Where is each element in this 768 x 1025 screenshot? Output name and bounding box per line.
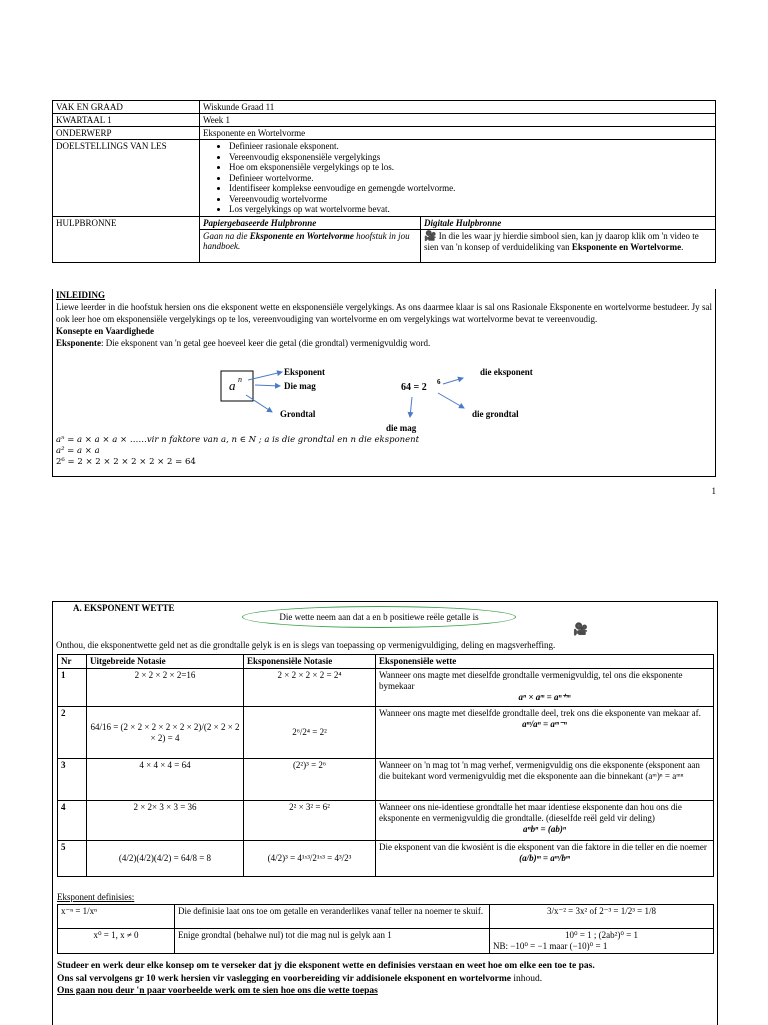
arrow-power [255, 385, 280, 386]
table-row: x⁰ = 1, x ≠ 0 Enige grondtal (behalwe nul) tot die mag nul is gelyk aan 1 10⁰ = 1 ; (2ab²)⁰ = 1 NB: −10⁰ = −1 maar (−10)⁰ = 1 [58, 929, 714, 954]
paper-resources-text: Gaan na die Eksponente en Wortelvorme hoofstuk in jou handboek. [200, 229, 421, 262]
formula-definition: aⁿ = a × a × a × ……vir n faktore van a, n ∈ N ; a is die grondtal en n die eksponent [56, 435, 420, 445]
exponent-definitions-table [57, 904, 714, 954]
equation-64: 64 = 2 [401, 382, 427, 393]
list-item: • Identifiseer komplekse eenvoudige en gemengde wortelvorme. [229, 183, 712, 194]
label-base: Grondtal [280, 409, 316, 419]
exponent-laws-section [52, 601, 718, 1025]
label-power: Die mag [284, 381, 316, 391]
digital-resources-heading: Digitale Hulpbronne [421, 216, 716, 229]
table-row: 5 (4/2)(4/2)(4/2) = 64/8 = 8 (4/2)³ = 4¹ˣ³/2¹ˣ³ = 4³/2³ Die eksponent van die kwosiënt is die eksponent van die faktore in die teller en die noemer (a/b)ᵐ = aᵐ/bᵐ [58, 841, 714, 877]
label-exponent: Eksponent [284, 367, 326, 377]
exponent-label: Eksponente [56, 338, 102, 348]
row-key: VAK EN GRAAD [53, 101, 200, 114]
definitions-title: Eksponent definisies: [57, 892, 135, 902]
concepts-title: Konsepte en Vaardighede [56, 326, 155, 336]
section-title: A. EKSPONENT WETTE [73, 603, 175, 613]
row-resources-head [53, 216, 716, 229]
objectives-cell [200, 140, 716, 217]
table-row: 2 64/16 = (2 × 2 × 2 × 2 × 2 × 2)/(2 × 2 × 2 × 2) = 4 2⁶/2⁴ = 2² Wanneer ons magte met dieselfde grondtalle deel, trek ons die eksponente van mekaar af. aᵐ/aⁿ = aᵐ⁻ⁿ [58, 707, 714, 759]
video-camera-icon[interactable]: 🎥 [424, 230, 437, 242]
note-study: Studeer en werk deur elke konsep om te verseker dat jy die eksponent wette en definisies verstaan en weet hoe om elke een toe te pas. [57, 961, 595, 971]
intro-title: INLEIDING [56, 290, 106, 300]
table-row: x⁻ⁿ = 1/xⁿ Die definisie laat ons toe om getalle en veranderlikes vanaf teller na noemer te skuif. 3/x⁻² = 3x² of 2⁻³ = 1/2³ = 1/8 [58, 905, 714, 929]
col-header: Eksponensiële Notasie [244, 655, 376, 669]
row-key: HULPBRONNE [53, 216, 200, 262]
page-number: 1 [711, 486, 716, 496]
exponent-laws-table [57, 654, 714, 877]
table-row: 3 4 × 4 × 4 = 64 (2²)³ = 2⁶ Wanneer on 'n mag tot 'n mag verhef, vermenigvuldig ons die eksponente (eksponent aan die buitekant word vermenigvuldig met die eksponente aan die binnekant (aᵐ)ⁿ = aᵐⁿ [58, 759, 714, 801]
power-base: a [229, 378, 236, 393]
col-header: Uitgebreide Notasie [87, 655, 244, 669]
row-key: ONDERWERP [53, 127, 200, 140]
list-item: • Definieer wortelvorme. [229, 173, 712, 184]
closing-notes [57, 960, 713, 998]
formula-two-pow-six: 2⁶ = 2 × 2 × 2 × 2 × 2 × 2 = 64 [56, 457, 196, 467]
label-the-exponent: die eksponent [480, 367, 533, 377]
arrow-base [246, 395, 272, 412]
list-item: • Hoe om eksponensiële vergelykings op te los. [229, 162, 712, 173]
col-header: Nr [58, 655, 87, 669]
exponent-text: : Die eksponent van 'n getal gee hoeveel keer die getal (die grondtal) vermenigvuldig word. [101, 338, 431, 348]
list-item: • Los vergelykings op wat wortelvorme bevat. [229, 204, 712, 215]
arrow-the-power [410, 397, 412, 417]
row-key: DOELSTELLINGS VAN LES [53, 140, 200, 217]
table-row: 4 2 × 2× 3 × 3 = 36 2² × 3² = 6² Wanneer ons nie-identiese grondtalle het maar identiese eksponente dan hou ons die eksponente en vermenigvuldig die grondtalle. (dieselfde reël geld vir deling) aⁿbⁿ = (ab)ⁿ [58, 801, 714, 841]
introduction-section [52, 289, 716, 477]
row-objectives [53, 140, 716, 217]
table-header [58, 655, 714, 669]
row-topic [53, 127, 716, 140]
arrow-the-base [438, 393, 464, 408]
lesson-info-table [52, 100, 716, 263]
list-item: • Definieer rasionale eksponent. [229, 141, 712, 152]
list-item: • Vereenvoudig wortelvorme [229, 194, 712, 205]
row-value: Eksponente en Wortelvorme [200, 127, 716, 140]
list-item: • Vereenvoudig eksponensiële vergelykings [229, 152, 712, 163]
table-row: 1 2 × 2 × 2 × 2=16 2 × 2 × 2 × 2 = 2⁴ Wanneer ons magte met dieselfde grondtalle vermenigvuldig, tel ons die eksponente bymekaar aⁿ × aᵐ = aⁿ⁺ᵐ [58, 669, 714, 707]
intro-text: Liewe leerder in die hoofstuk hersien ons die eksponent wette en eksponensiële vergelykings. As ons daarmee klaar is sal ons Rasionale Eksponente en wortelvorme bestudeer. Jy sal ook leer hoe om eksponensiële vergelykings op te los, vereenvoudiging van wortelvorme en om vergelykings wat wortelvorme bevat te vereenvoudig. [56, 302, 712, 324]
equation-exponent: 6 [437, 378, 441, 386]
paper-resources-heading: Papiergebaseerde Hulpbronne [200, 216, 421, 229]
label-the-power: die mag [386, 423, 417, 433]
digital-resources-text: 🎥 In die les waar jy hierdie simbool sien, kan jy daarop klik om 'n video te sien van 'n konsep of verduideliking van Eksponente en Wortelvorme. [421, 229, 716, 262]
col-header: Eksponensiële wette [376, 655, 714, 669]
row-subject [53, 101, 716, 114]
formula-a-squared: a² = a × a [56, 446, 100, 456]
video-camera-icon[interactable]: 🎥 [573, 622, 588, 636]
label-the-base: die grondtal [472, 409, 519, 419]
note-examples: Ons gaan nou deur 'n paar voorbeelde werk om te sien hoe ons die wette toepas [57, 986, 378, 996]
row-value: Week 1 [200, 114, 716, 127]
power-exponent: n [238, 375, 242, 384]
lead-text: Onthou, die eksponentwette geld net as die grondtalle gelyk is en is slegs van toepassing op vermenigvuldiging, deling en magsverheffing. [56, 640, 556, 650]
arrow-the-exponent [443, 378, 463, 384]
assumption-bubble: Die wette neem aan dat a en b positiewe reële getalle is [242, 606, 516, 628]
row-key: KWARTAAL 1 [53, 114, 200, 127]
row-value: Wiskunde Graad 11 [200, 101, 716, 114]
row-quarter [53, 114, 716, 127]
note-next: Ons sal vervolgens gr 10 werk hersien vir vaslegging en voorbereiding vir addisionele eksponent en wortelvorme inhoud. [57, 973, 543, 984]
objectives-list [203, 141, 712, 215]
